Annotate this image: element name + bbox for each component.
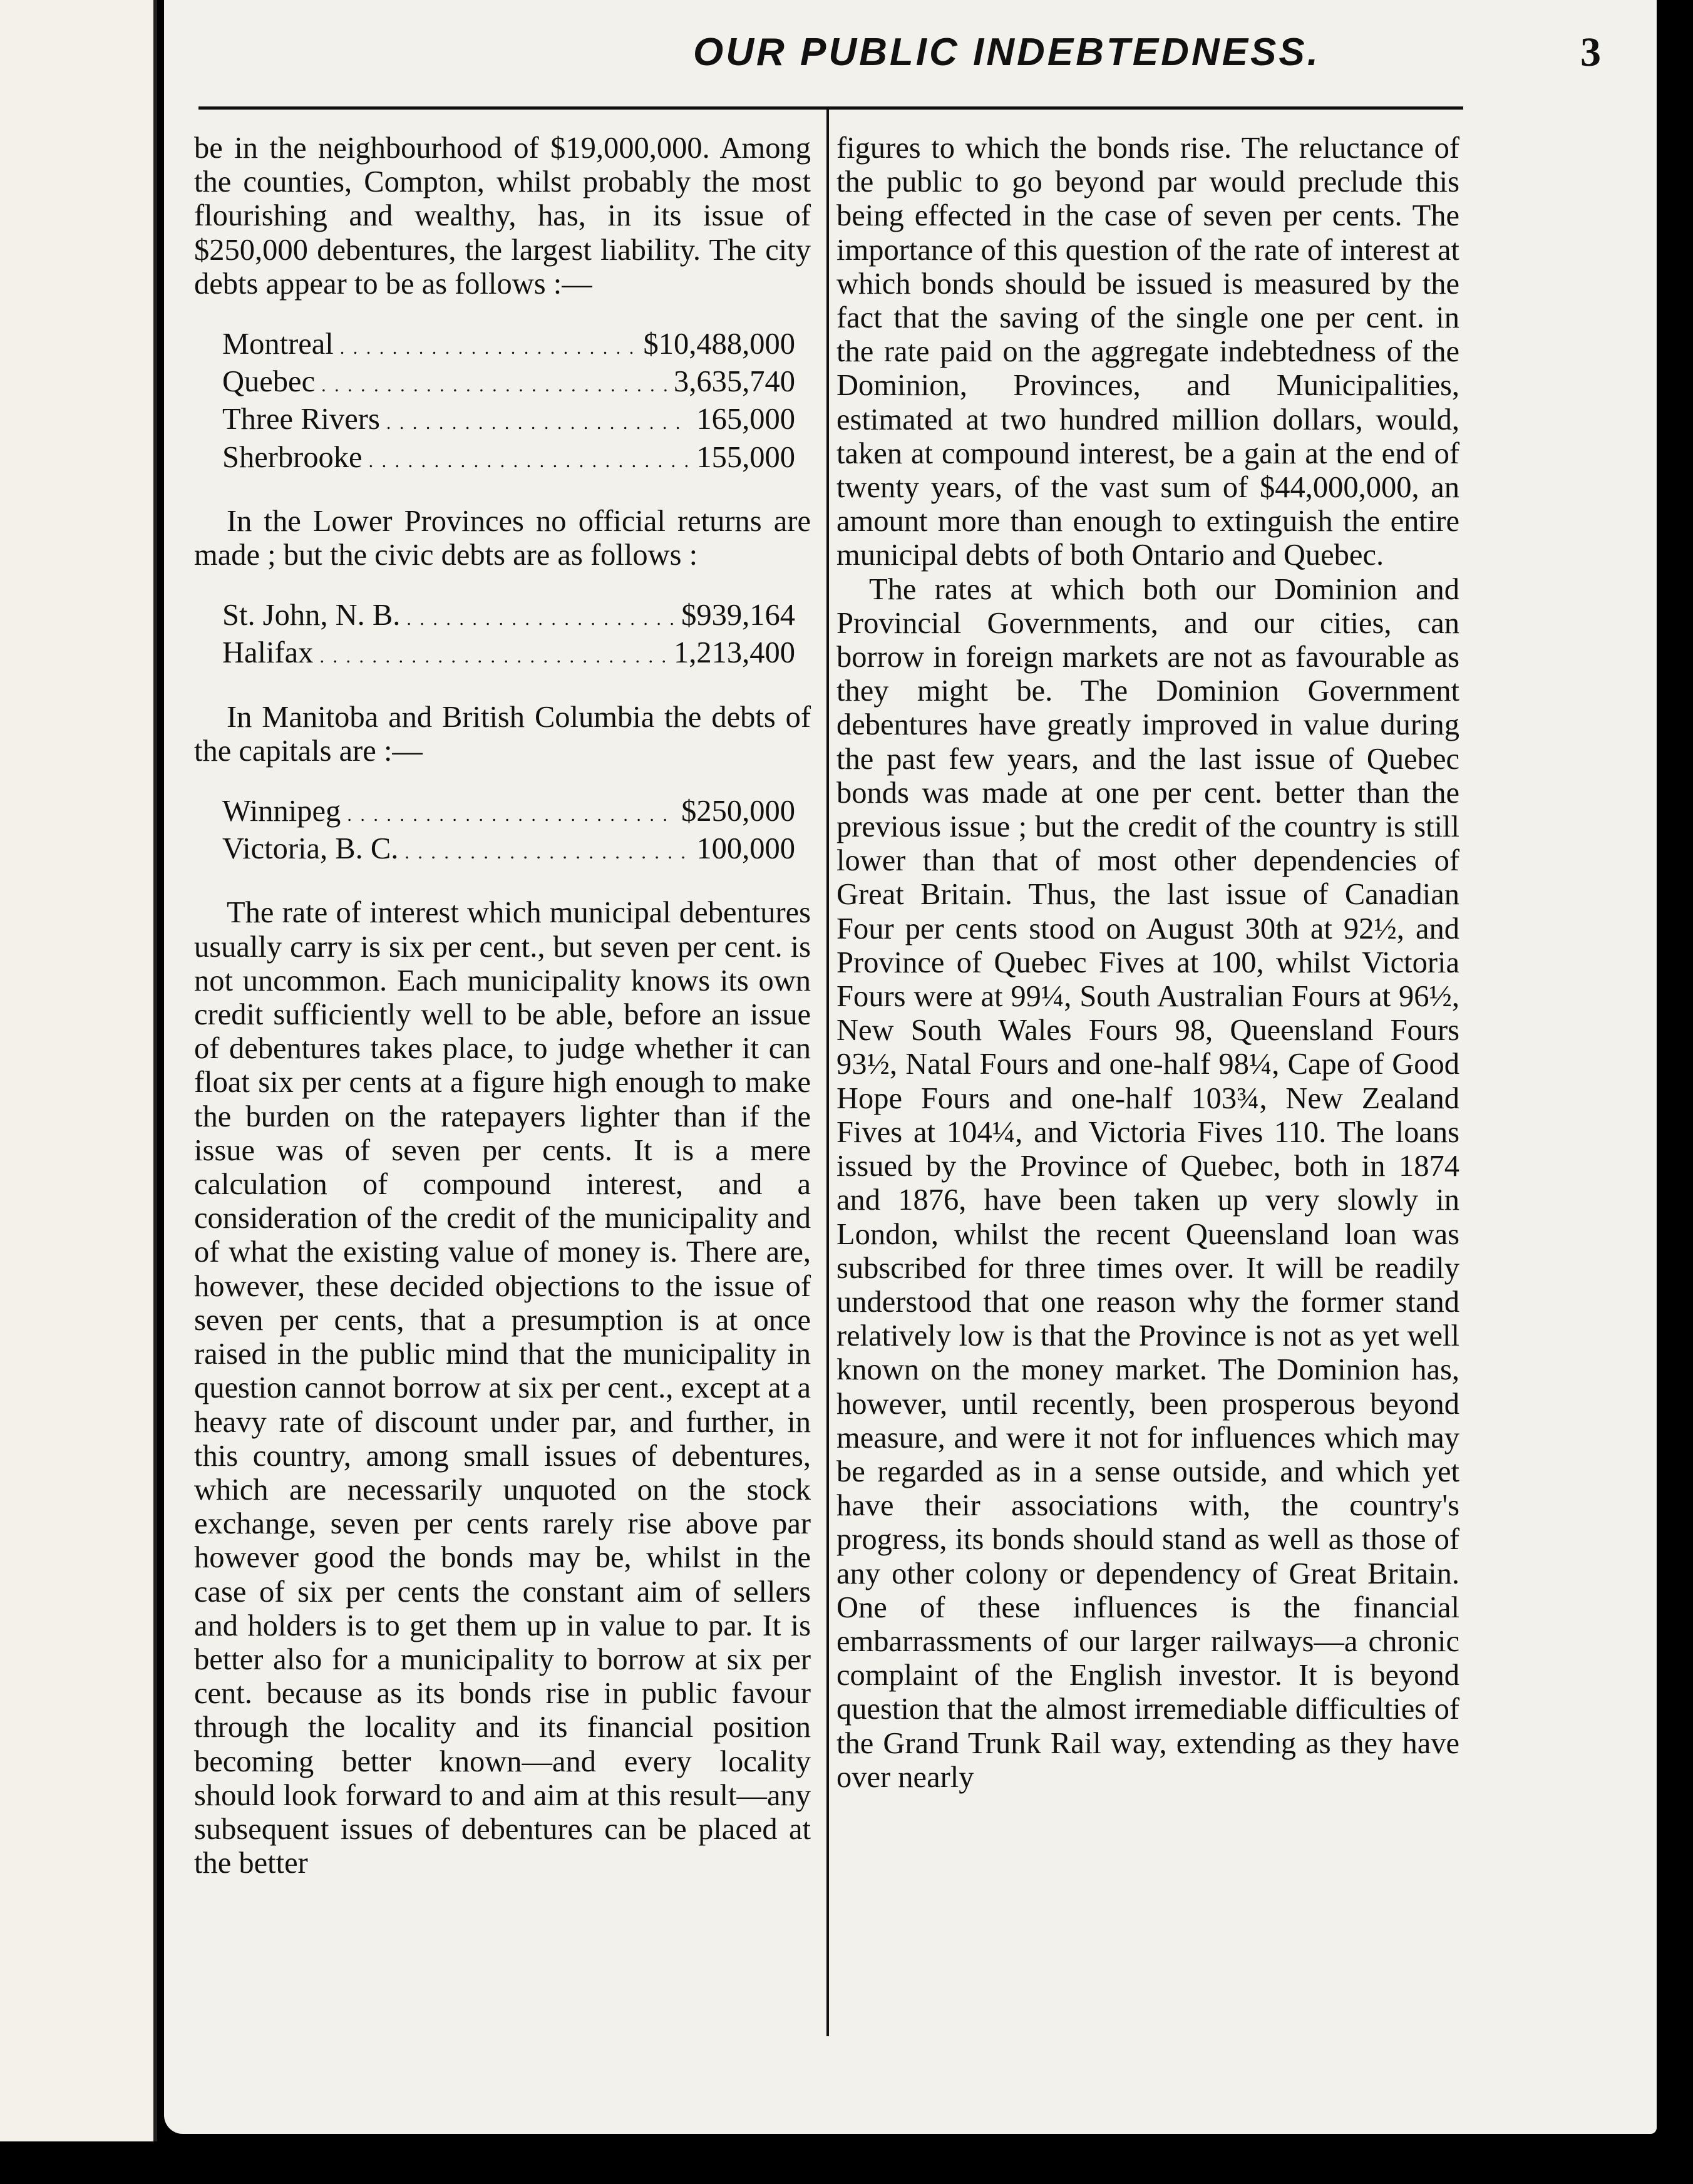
- leader-dots: [347, 795, 675, 832]
- page-header: [164, 25, 1657, 94]
- right-paragraph-1: figures to which the bonds rise. The reluctance of the public to go beyond par would preclude this being effected in the case of seven per cents. The importance of this question of the rate of interest at which bonds should be issued is measured by the fact that the saving of the single one per cent. in the rate paid on the aggregate indebtedness of the Dominion, Provinces, and Municipalities, estimated at two hundred million dollars, would, taken at compound interest, be a gain at the end of twenty years, of the vast sum of $44,000,000, an amount more than enough to extinguish the entire municipal debts of both Ontario and Quebec.: [836, 131, 1459, 572]
- right-paragraph-2: The rates at which both our Dominion and Provincial Governments, and our cities, can borrow in foreign markets are not as favourable as they might be. The Dominion Government debentures have greatly improved in value during the past few years, and the last issue of Quebec bonds was made at one per cent. better than the previous issue ; but the credit of the country is still lower than that of most other dependencies of Great Britain. Thus, the last issue of Canadian Four per cents stood on August 30th at 92½, and Province of Quebec Fives at 100, whilst Victoria Fours were at 99¼, South Australian Fours at 96½, New South Wales Fours 98, Queensland Fours 93½, Natal Fours and one-half 98¼, Cape of Good Hope Fours and one-half 103¾, New Zealand Fives at 104¼, and Victoria Fives 110. The loans issued by the Province of Quebec, both in 1874 and 1876, have been taken up very slowly in London, whilst the recent Queensland loan was subscribed for three times over. It will be readily understood that one reason why the former stand relatively low is that the Province is not as yet well known on the money market. The Dominion has, however, until recently, been prosperous beyond measure, and were it not for influences which may be regarded as in a sense outside, and which yet have their associations with, the country's progress, its bonds should stand as well as those of any other colony or dependency of Great Britain. One of these influences is the financial embarrassments of our larger railways—a chronic complaint of the English investor. It is beyond question that the almost irremediable difficulties of the Grand Trunk Rail way, extending as they have over nearly: [836, 572, 1459, 1794]
- debt-amount: $939,164: [681, 599, 795, 632]
- leader-dots: [321, 365, 667, 403]
- page-number: 3: [1580, 29, 1601, 75]
- debt-amount: 1,213,400: [674, 636, 795, 670]
- debt-row: [222, 636, 795, 674]
- debt-name: Halifax: [222, 636, 314, 670]
- debt-amount: $10,488,000: [643, 327, 795, 361]
- capitals-debts-table: [222, 795, 795, 870]
- leader-dots: [340, 327, 637, 365]
- debt-amount: 3,635,740: [674, 365, 795, 399]
- debt-row: [222, 403, 795, 440]
- right-column: [836, 131, 1459, 1795]
- debt-row: [222, 365, 795, 403]
- leader-dots: [386, 403, 691, 440]
- debt-amount: 100,000: [696, 832, 795, 866]
- left-column: [194, 131, 811, 1880]
- debt-name: Victoria, B. C.: [222, 832, 399, 866]
- header-rule: [198, 106, 1463, 110]
- debt-row: [222, 795, 795, 832]
- debt-amount: 155,000: [696, 440, 795, 474]
- leader-dots: [369, 441, 691, 478]
- debt-amount: 165,000: [696, 403, 795, 436]
- running-title: OUR PUBLIC INDEBTEDNESS.: [693, 31, 1320, 74]
- leader-dots: [404, 832, 690, 870]
- adjacent-page-edge: [0, 0, 157, 2141]
- leader-dots: [406, 599, 675, 636]
- left-paragraph-2: In the Lower Provinces no official returns are made ; but the civic debts are as follows :: [194, 504, 811, 572]
- lower-provinces-debts-table: [222, 599, 795, 674]
- leader-dots: [319, 636, 667, 674]
- left-paragraph-3: In Manitoba and British Columbia the debts of the capitals are :—: [194, 700, 811, 768]
- left-paragraph-1: be in the neighbourhood of $19,000,000. Among the counties, Compton, whilst probably the most flourishing and wealthy, has, in its issue of $250,000 debentures, the largest liability. The city debts appear to be as follows :—: [194, 131, 811, 301]
- debt-row: [222, 599, 795, 636]
- debt-name: Three Rivers: [222, 403, 380, 436]
- debt-name: Quebec: [222, 365, 316, 399]
- column-divider: [826, 108, 829, 2036]
- debt-name: St. John, N. B.: [222, 599, 401, 632]
- debt-row: [222, 441, 795, 478]
- left-paragraph-4: The rate of interest which municipal debentures usually carry is six per cent., but seven per cent. is not uncommon. Each municipality knows its own credit sufficiently well to be able, before an issue of debentures takes place, to judge whether it can float six per cents at a figure high enough to make the burden on the ratepayers lighter than if the issue was of seven per cents. It is a mere calculation of compound interest, and a consideration of the credit of the municipality and of what the existing value of money is. There are, however, these decided objections to the issue of seven per cents, that a presumption is at once raised in the public mind that the municipality in question cannot borrow at six per cent., except at a heavy rate of discount under par, and further, in this country, among small issues of debentures, which are necessarily unquoted on the stock exchange, seven per cents rarely rise above par however good the bonds may be, whilst in the case of six per cents the constant aim of sellers and holders is to get them up in value to par. It is better also for a municipality to borrow at six per cent. because as its bonds rise in public favour through the locality and its financial position becoming better known—and every locality should look forward to and aim at this result—any subsequent issues of debentures can be placed at the better: [194, 896, 811, 1880]
- debt-name: Montreal: [222, 327, 334, 361]
- city-debts-table: [222, 327, 795, 478]
- debt-row: [222, 832, 795, 870]
- debt-name: Sherbrooke: [222, 440, 363, 474]
- debt-name: Winnipeg: [222, 795, 341, 828]
- debt-amount: $250,000: [681, 795, 795, 828]
- debt-row: [222, 327, 795, 365]
